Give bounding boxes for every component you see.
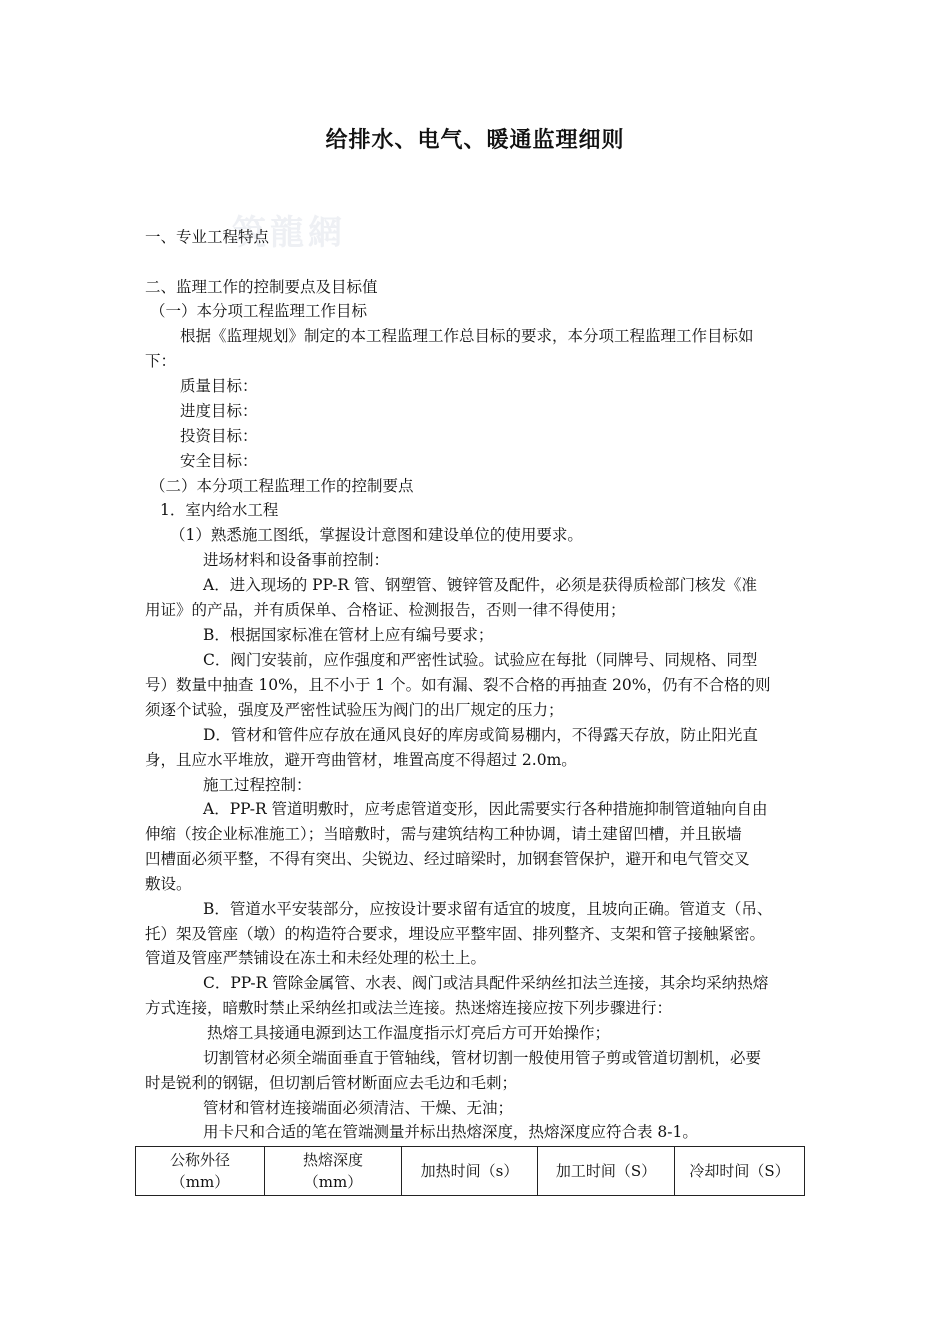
table-header-row (136, 1147, 805, 1196)
paragraph-line: 托）架及管座（墩）的构造符合要求，埋设应平整牢固、排列整齐、支架和管子接触紧密。 (145, 925, 766, 943)
fusion-parameters-table (135, 1146, 805, 1196)
goal-investment: 投资目标： (180, 427, 258, 445)
goal-quality: 质量目标： (180, 377, 258, 395)
paragraph-line: 施工过程控制： (203, 776, 312, 794)
paragraph-line: C．PP-R 管除金属管、水表、阀门或洁具配件采纳丝扣法兰连接，其余均采纳热熔 (203, 974, 769, 992)
paragraph-line: D．管材和管件应存放在通风良好的库房或简易棚内，不得露天存放，防止阳光直 (203, 726, 758, 744)
table-header-cell: 冷却时间（S） (675, 1147, 805, 1196)
paragraph-line: 用证》的产品，并有质保单、合格证、检测报告，否则一律不得使用； (145, 601, 626, 619)
paragraph-line: 凹槽面必须平整，不得有突出、尖锐边、经过暗梁时，加钢套管保护，避开和电气管交叉 (145, 850, 750, 868)
paragraph-line: A．进入现场的 PP-R 管、钢塑管、镀锌管及配件，必须是获得质检部门核发《准 (203, 576, 757, 594)
section-heading: 二、监理工作的控制要点及目标值 (145, 278, 378, 296)
subsection-heading: （二）本分项工程监理工作的控制要点 (150, 477, 414, 495)
table-header-text: 公称外径 (169, 1151, 230, 1169)
paragraph-line: 敷设。 (145, 875, 192, 893)
section-heading: 一、专业工程特点 (145, 228, 270, 246)
document-title: 给排水、电气、暖通监理细则 (325, 127, 625, 153)
table-header-cell: 加热时间（s） (402, 1147, 538, 1196)
watermark: 筑龍網 (232, 213, 346, 253)
table-header-cell (136, 1147, 265, 1196)
paragraph-line: 切割管材必须全端面垂直于管轴线，管材切割一般使用管子剪或管道切割机，必要 (203, 1049, 762, 1067)
paragraph-line: 下： (145, 352, 177, 370)
paragraph-line: 伸缩（按企业标准施工）；当暗敷时，需与建筑结构工种协调，请土建留凹槽，并且嵌墙 (145, 825, 742, 843)
table-header-cell (265, 1147, 402, 1196)
paragraph-line: B．管道水平安装部分，应按设计要求留有适宜的坡度，且坡向正确。管道支（吊、 (203, 900, 773, 918)
paragraph-line: 时是锐利的钢锯，但切割后管材断面应去毛边和毛刺； (145, 1074, 518, 1092)
paragraph-line: 号）数量中抽查 10%，且不小于 1 个。如有漏、裂不合格的再抽查 20%，仍有不合格的则 (145, 676, 771, 694)
goal-schedule: 进度目标： (180, 402, 258, 420)
paragraph-line: A．PP-R 管道明敷时，应考虑管道变形，因此需要实行各种措施抑制管道轴向自由 (203, 800, 768, 818)
paragraph-line: 方式连接，暗敷时禁止采纳丝扣或法兰连接。热迷熔连接应按下列步骤进行： (145, 999, 673, 1017)
subsection-heading: （一）本分项工程监理工作目标 (150, 302, 368, 320)
item-heading: 1．室内给水工程 (160, 501, 279, 519)
paragraph-line: 须逐个试验，强度及严密性试验压为阀门的出厂规定的压力； (145, 701, 564, 719)
paragraph-line: 用卡尺和合适的笔在管端测量并标出热熔深度，热熔深度应符合表 8-1。 (203, 1123, 698, 1141)
goal-safety: 安全目标： (180, 452, 258, 470)
paragraph-line: B．根据国家标准在管材上应有编号要求； (203, 626, 494, 644)
paragraph-line: C．阀门安装前，应作强度和严密性试验。试验应在每批（同牌号、同规格、同型 (203, 651, 758, 669)
paragraph-line: 管材和管材连接端面必须清洁、干燥、无油； (203, 1099, 514, 1117)
table-header-text: 热熔深度 (302, 1151, 363, 1169)
paragraph-line: 管道及管座严禁铺设在冻土和未经处理的松土上。 (145, 949, 487, 967)
table-header-unit: （mm） (170, 1173, 230, 1191)
table-header-unit: （mm） (303, 1173, 363, 1191)
paragraph-line: 热熔工具接通电源到达工作温度指示灯亮后方可开始操作； (207, 1024, 611, 1042)
paragraph-line: 进场材料和设备事前控制： (203, 551, 390, 569)
paragraph-line: 根据《监理规划》制定的本工程监理工作总目标的要求，本分项工程监理工作目标如 (180, 327, 754, 345)
table-header-cell: 加工时间（S） (538, 1147, 675, 1196)
paragraph-line: （1）熟悉施工图纸，掌握设计意图和建设单位的使用要求。 (170, 526, 583, 544)
paragraph-line: 身，且应水平堆放，避开弯曲管材，堆置高度不得超过 2.0m。 (145, 751, 577, 769)
